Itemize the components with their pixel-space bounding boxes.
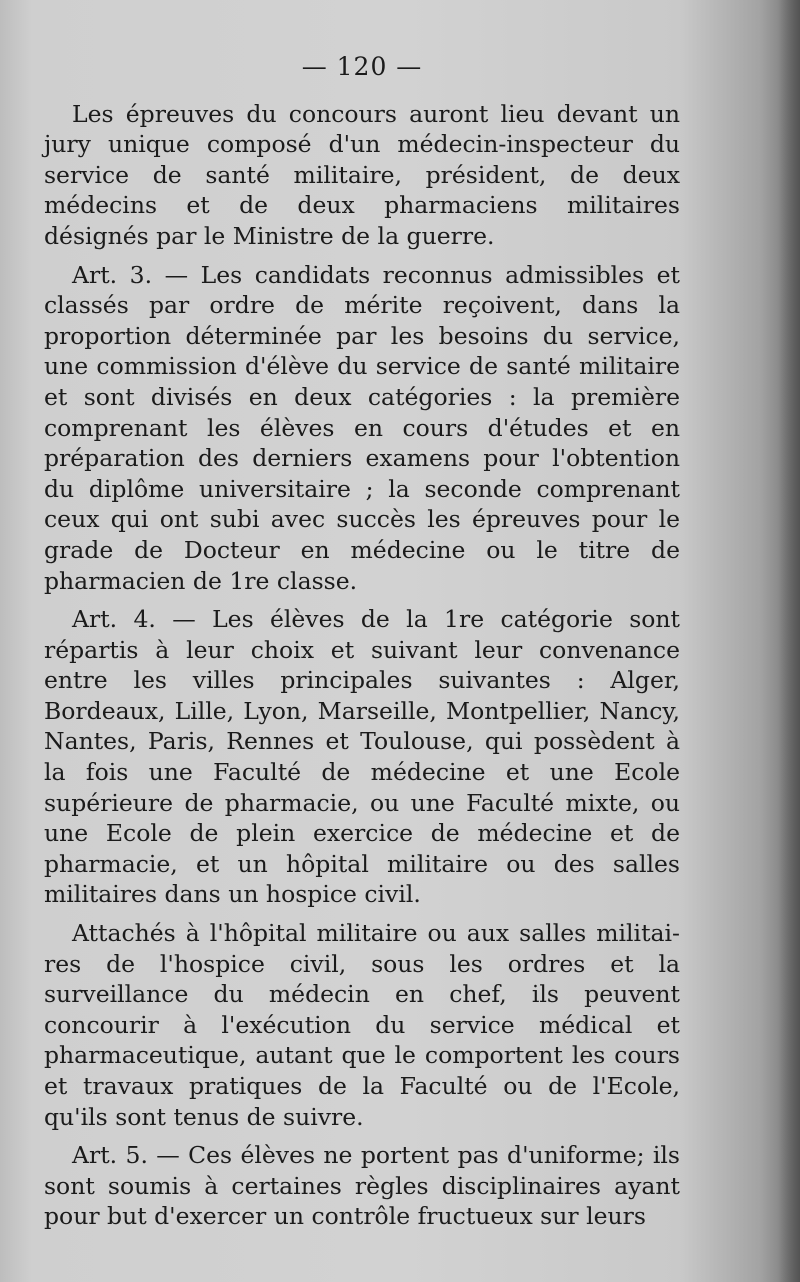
paragraph-attaches: Attachés à l'hôpital militaire ou aux salles militaires de l'hospice civil, sous les ordres et la surveillance du médecin en chef, ils peuvent concourir à l'exécution du service médical et pharmaceutique, autant que le comportent les cours et travaux pratiques de la Faculté ou de l'Ecole, qu'ils sont tenus de suivre. [44,919,680,1131]
paragraph-article-4: Art. 4. — Les élèves de la 1re catégorie sont répartis à leur choix et suivant leur convenance entre les villes principales suivantes : Alger, Bordeaux, Lille, Lyon, Marseille, Montpellier, Nancy, Nantes, Paris, Rennes et Toulouse, qui possèdent à la fois une Faculté de médecine et une Ecole supérieure de pharmacie, ou une Faculté mixte, ou une Ecole de plein exercice de médecine et de pharmacie, et un hôpital militaire ou des salles militaires dans un hospice civil. [44,605,680,909]
paragraph-article-5: Art. 5. — Ces élèves ne portent pas d'uniforme; ils sont soumis à certaines règles disciplinaires ayant pour but d'exercer un contrôle fructueux sur leurs [44,1141,680,1231]
page-edge-shadow [778,0,800,1282]
paragraph-jury: Les épreuves du concours auront lieu devant un jury unique composé d'un médecin-inspecteur du service de santé militaire, président, de deux médecins et de deux pharmaciens militaires désignés par le Ministre de la guerre. [44,99,680,250]
paragraph-article-3: Art. 3. — Les candidats reconnus admissibles et classés par ordre de mérite reçoivent, dans la proportion déterminée par les besoins du service, une commission d'élève du service de santé militaire et sont divisés en deux catégories : la première comprenant les élèves en cours d'études et en préparation des derniers examens pour l'obtention du diplôme universitaire ; la seconde comprenant ceux qui ont subi avec succès les épreuves pour le grade de Docteur en médecine ou le titre de pharmacien de 1re classe. [44,260,680,595]
page-number: — 120 — [301,52,423,81]
page-text-block [44,52,680,1232]
